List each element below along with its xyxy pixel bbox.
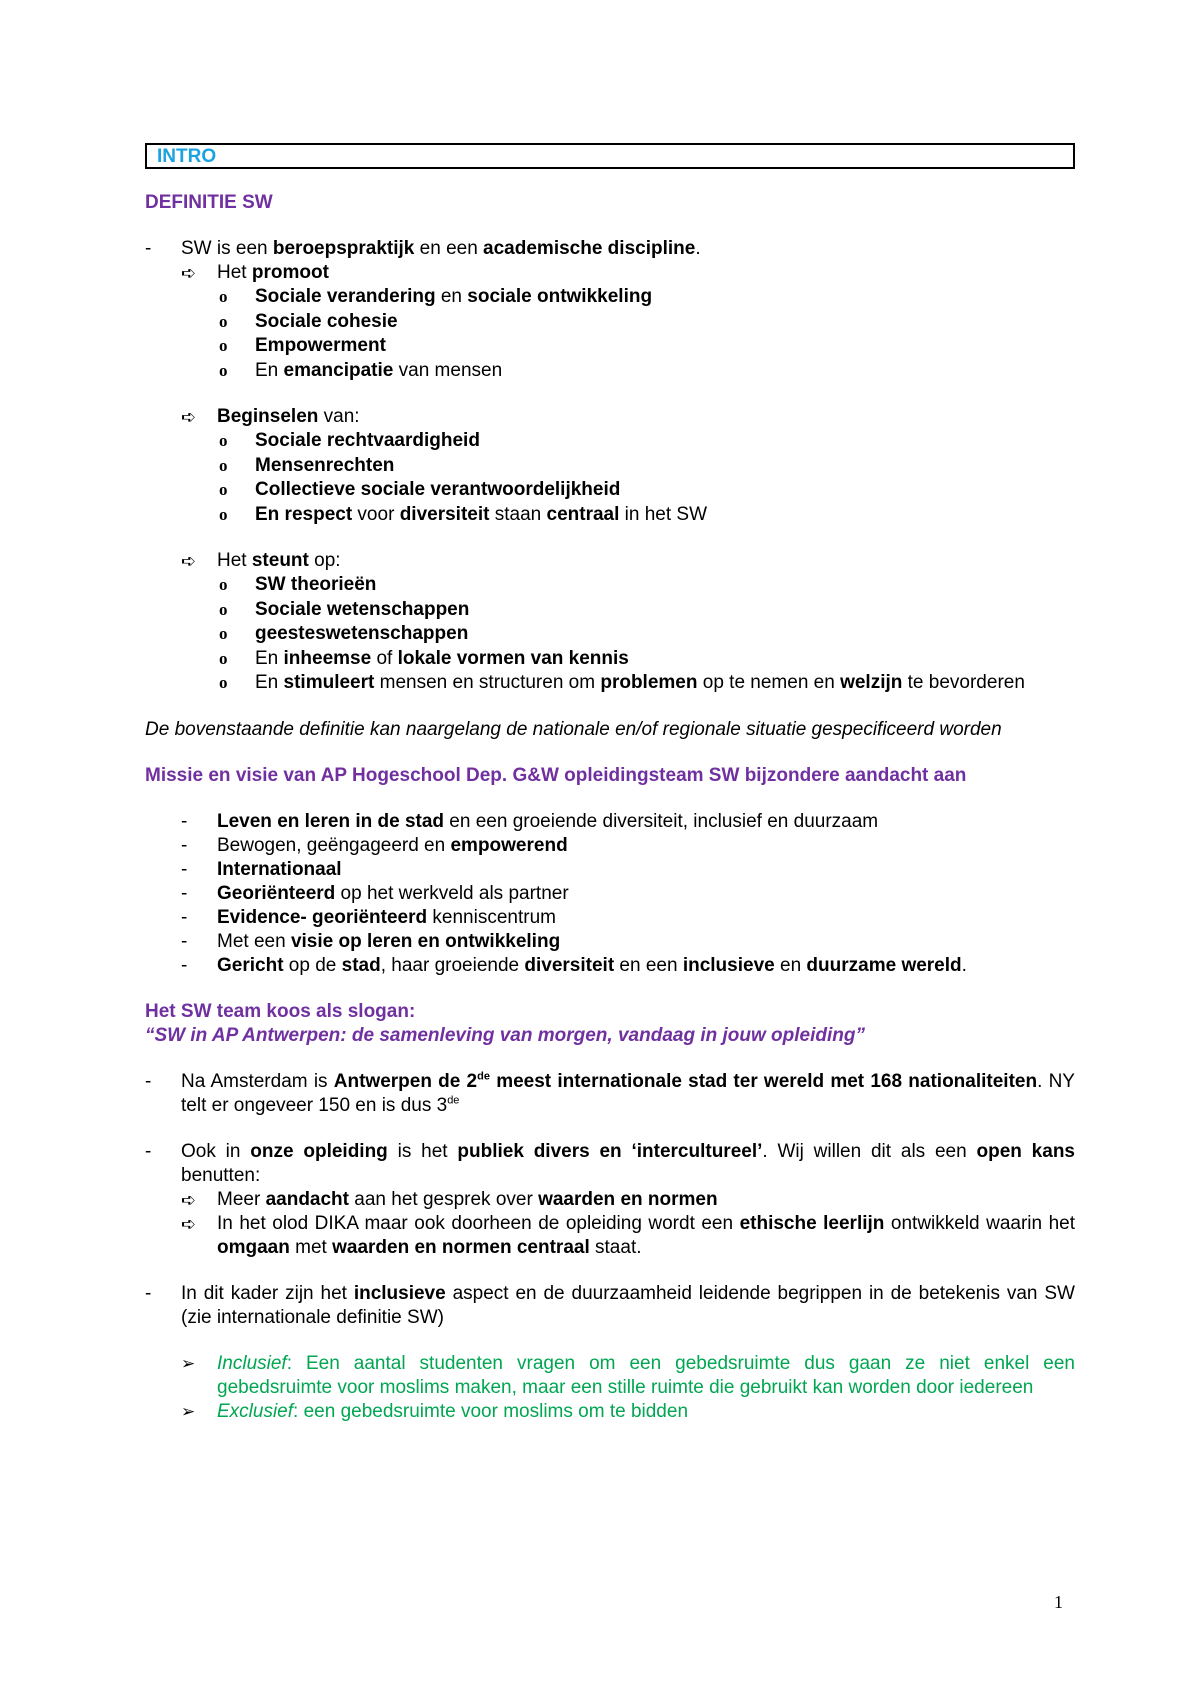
dash-marker: - xyxy=(181,906,188,928)
circle-marker: o xyxy=(219,360,228,380)
dash-marker: - xyxy=(145,1282,152,1304)
intro-heading-box xyxy=(145,143,1075,169)
list-item: - Leven en leren in de stad en een groeiende diversiteit, inclusief en duurzaam xyxy=(181,810,879,832)
circle-marker: o xyxy=(219,455,228,475)
list-item: - Internationaal xyxy=(181,858,342,880)
list-item: o geesteswetenschappen xyxy=(145,622,1075,647)
document-page xyxy=(145,143,1075,1424)
list-item: ➪ Meer aandacht aan het gesprek over waarden en normen xyxy=(181,1188,718,1210)
circle-marker: o xyxy=(219,311,228,331)
list-item: - Na Amsterdam is Antwerpen de 2de meest internationale stad ter wereld met 168 nationaliteiten. NY telt er ongeveer 150 en is dus 3de xyxy=(145,1070,1075,1116)
circle-marker: o xyxy=(219,504,228,524)
steunt-head: ➪ Het steunt op: xyxy=(181,550,341,571)
list-item: - Gericht op de stad, haar groeiende diversiteit en een inclusieve en duurzame wereld. xyxy=(181,954,967,976)
list-item: o En emancipatie van mensen xyxy=(145,359,1075,384)
list-item: o En inheemse of lokale vormen van kennis xyxy=(145,647,1075,672)
list-item: o Sociale wetenschappen xyxy=(145,598,1075,623)
list-item: o Sociale cohesie xyxy=(145,310,1075,335)
arrow-icon: ➪ xyxy=(181,263,197,283)
list-item: o Mensenrechten xyxy=(145,454,1075,479)
list-item: o Empowerment xyxy=(145,334,1075,359)
circle-marker: o xyxy=(219,575,228,594)
circle-marker: o xyxy=(219,287,228,306)
slogan-title: Het SW team koos als slogan: xyxy=(145,1000,416,1022)
promoot-head: ➪ Het promoot xyxy=(181,262,329,283)
dash-marker: - xyxy=(145,238,152,259)
slogan-text: “SW in AP Antwerpen: de samenleving van morgen, vandaag in jouw opleiding” xyxy=(145,1024,865,1046)
list-item: ➢ Inclusief: Een aantal studenten vragen om een gebedsruimte dus gaan ze niet enkel een gebedsruimte voor moslims maken, maar een stille ruimte die gebruikt kan worden door iedereen xyxy=(181,1352,1075,1398)
circle-marker: o xyxy=(219,673,228,692)
dash-marker: - xyxy=(181,882,188,904)
triangle-arrow-icon: ➢ xyxy=(181,1353,196,1373)
definitie-title: DEFINITIE SW xyxy=(145,192,273,213)
definitie-line: - SW is een beroepspraktijk en een academische discipline. xyxy=(145,238,701,259)
beginselen-head: ➪ Beginselen van: xyxy=(181,406,360,427)
arrow-icon: ➪ xyxy=(181,551,197,571)
list-item: o Sociale rechtvaardigheid xyxy=(145,429,1075,454)
circle-marker: o xyxy=(219,624,228,643)
list-item: - Met een visie op leren en ontwikkeling xyxy=(181,930,561,952)
list-item: - Ook in onze opleiding is het publiek divers en ‘intercultureel’. Wij willen dit als een open kans benutten: xyxy=(145,1140,1075,1186)
circle-marker: o xyxy=(219,648,228,668)
list-item: - Georiënteerd op het werkveld als partner xyxy=(181,882,569,904)
list-item: - In dit kader zijn het inclusieve aspect en de duurzaamheid leidende begrippen in de betekenis van SW (zie internationale definitie SW) xyxy=(145,1282,1075,1328)
circle-marker: o xyxy=(219,336,228,355)
arrow-icon: ➪ xyxy=(181,407,197,427)
list-item: o En respect voor diversiteit staan centraal in het SW xyxy=(145,503,1075,528)
list-item: o SW theorieën xyxy=(145,573,1075,598)
circle-marker: o xyxy=(219,480,228,499)
arrow-icon: ➪ xyxy=(181,1189,197,1210)
dash-marker: - xyxy=(181,858,188,880)
circle-marker: o xyxy=(219,599,228,619)
dash-marker: - xyxy=(181,834,188,856)
dash-marker: - xyxy=(145,1140,152,1162)
list-item: - Bewogen, geëngageerd en empowerend xyxy=(181,834,568,856)
dash-marker: - xyxy=(181,810,188,832)
list-item: o En stimuleert mensen en structuren om problemen op te nemen en welzijn te bevorderen xyxy=(145,671,1075,696)
dash-marker: - xyxy=(181,954,188,976)
list-item: o Collectieve sociale verantwoordelijkheid xyxy=(145,478,1075,503)
missie-title: Missie en visie van AP Hogeschool Dep. G&W opleidingsteam SW bijzondere aandacht aan xyxy=(145,764,967,786)
dash-marker: - xyxy=(181,930,188,952)
definitie-note: De bovenstaande definitie kan naargelang de nationale en/of regionale situatie gespecificeerd worden xyxy=(145,718,1002,740)
page-number: 1 xyxy=(1054,1592,1063,1612)
list-item: ➢ Exclusief: een gebedsruimte voor moslims om te bidden xyxy=(181,1400,689,1422)
list-item: ➪ In het olod DIKA maar ook doorheen de opleiding wordt een ethische leerlijn ontwikkeld waarin het omgaan met waarden en normen centraal staat. xyxy=(181,1212,1075,1258)
arrow-icon: ➪ xyxy=(181,1213,197,1234)
list-item: - Evidence- georiënteerd kenniscentrum xyxy=(181,906,556,928)
list-item: o Sociale verandering en sociale ontwikkeling xyxy=(145,285,1075,310)
circle-marker: o xyxy=(219,431,228,450)
intro-heading: INTRO xyxy=(157,146,217,167)
dash-marker: - xyxy=(145,1070,152,1092)
triangle-arrow-icon: ➢ xyxy=(181,1401,196,1421)
